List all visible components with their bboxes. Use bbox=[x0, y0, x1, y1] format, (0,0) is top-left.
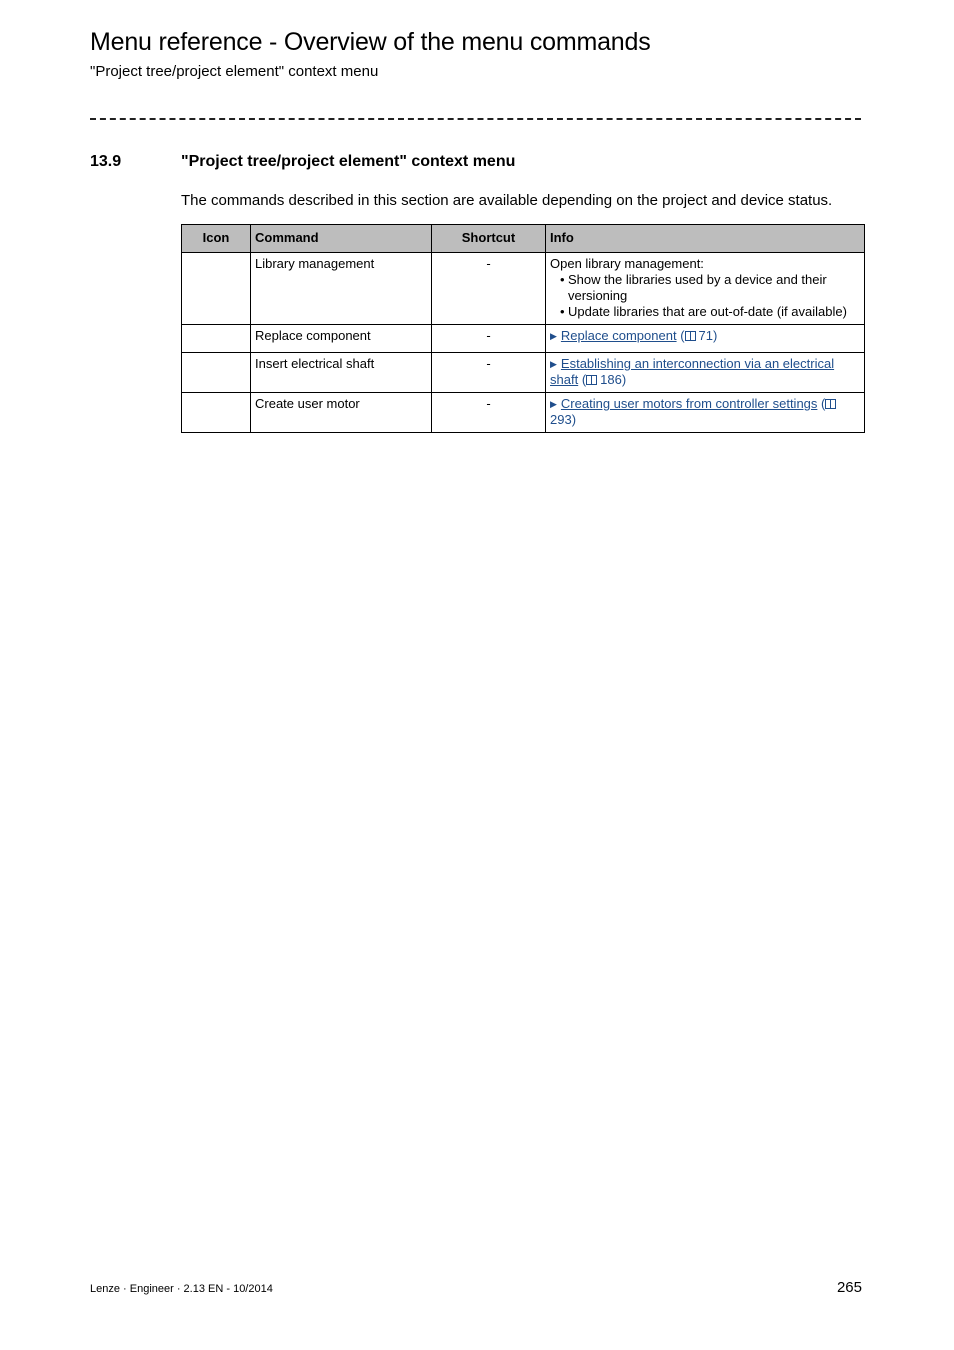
page-reference[interactable]: ( 71) bbox=[680, 328, 718, 343]
header-info: Info bbox=[546, 225, 865, 253]
table-row bbox=[182, 253, 865, 325]
footer-publication: Lenze · Engineer · 2.13 EN - 10/2014 bbox=[90, 1283, 273, 1295]
cell-shortcut: - bbox=[432, 353, 546, 393]
cell-command: Library management bbox=[251, 253, 432, 325]
table-row bbox=[182, 353, 865, 393]
cell-info bbox=[546, 325, 865, 353]
cell-info bbox=[546, 253, 865, 325]
list-item: • Update libraries that are out-of-date (if available) bbox=[560, 304, 860, 320]
table-row bbox=[182, 393, 865, 433]
book-icon bbox=[586, 375, 597, 385]
info-text: Open library management: bbox=[550, 256, 704, 271]
xref-link-user-motors[interactable]: Creating user motors from controller settings bbox=[560, 396, 818, 411]
header-shortcut: Shortcut bbox=[432, 225, 546, 253]
page-reference[interactable]: ( 186) bbox=[581, 372, 627, 387]
page-number: 186 bbox=[600, 372, 622, 387]
arrow-right-icon: ▶ bbox=[550, 331, 557, 341]
cell-shortcut: - bbox=[432, 253, 546, 325]
cell-icon bbox=[182, 325, 251, 353]
page-number: 71 bbox=[698, 328, 713, 343]
footer-page-number: 265 bbox=[836, 1279, 862, 1296]
book-icon bbox=[825, 399, 836, 409]
header-divider bbox=[90, 118, 861, 120]
cell-icon bbox=[182, 253, 251, 325]
command-table bbox=[181, 224, 865, 433]
cell-icon bbox=[182, 393, 251, 433]
arrow-right-icon: ▶ bbox=[550, 399, 557, 409]
page-title: Menu reference - Overview of the menu commands bbox=[90, 28, 651, 56]
cell-info bbox=[546, 353, 865, 393]
header-command: Command bbox=[251, 225, 432, 253]
page-reference[interactable]: (293) bbox=[550, 396, 839, 427]
cell-icon bbox=[182, 353, 251, 393]
section-heading bbox=[90, 153, 515, 171]
info-bullets bbox=[550, 272, 860, 320]
table-header-row bbox=[182, 225, 865, 253]
page-number: 293 bbox=[550, 412, 572, 427]
arrow-right-icon: ▶ bbox=[550, 359, 557, 369]
header-icon: Icon bbox=[182, 225, 251, 253]
xref-link-replace-component[interactable]: Replace component bbox=[560, 328, 677, 343]
cell-command: Replace component bbox=[251, 325, 432, 353]
xref-link-electrical-shaft[interactable]: Establishing an interconnection via an electrical shaft bbox=[550, 356, 835, 387]
page-subtitle: "Project tree/project element" context menu bbox=[90, 63, 379, 80]
section-intro: The commands described in this section are available depending on the project and device status. bbox=[181, 192, 833, 209]
section-number: 13.9 bbox=[90, 153, 122, 170]
table-row bbox=[182, 325, 865, 353]
list-item: • Show the libraries used by a device and their versioning bbox=[560, 272, 860, 304]
cell-command: Create user motor bbox=[251, 393, 432, 433]
cell-command: Insert electrical shaft bbox=[251, 353, 432, 393]
book-icon bbox=[685, 331, 696, 341]
cell-shortcut: - bbox=[432, 393, 546, 433]
cell-info bbox=[546, 393, 865, 433]
section-title: "Project tree/project element" context menu bbox=[181, 153, 516, 170]
cell-shortcut: - bbox=[432, 325, 546, 353]
